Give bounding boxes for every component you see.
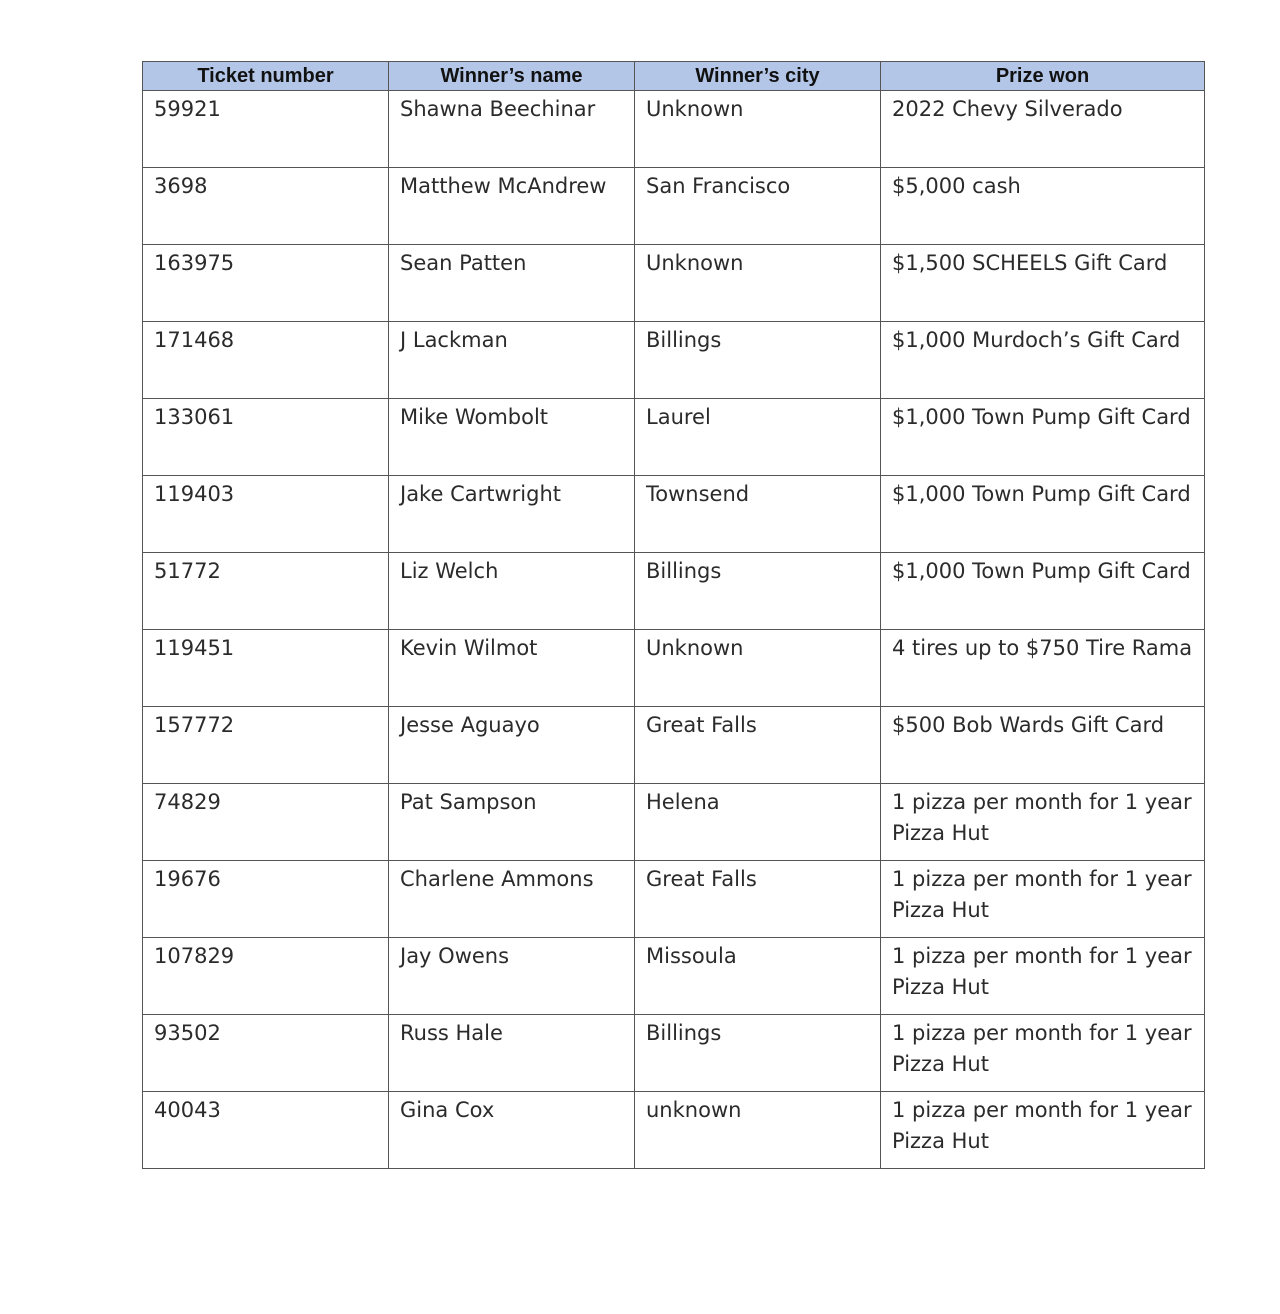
winner-city-cell	[635, 784, 881, 861]
winner-city-text: Great Falls	[646, 713, 757, 737]
prize-won-text: 1 pizza per month for 1 year Pizza Hut	[892, 1098, 1192, 1153]
winner-name-text: Liz Welch	[400, 559, 499, 583]
prize-won-text: 4 tires up to $750 Tire Rama	[892, 636, 1193, 660]
winner-city-text: unknown	[646, 1098, 742, 1122]
ticket-number-cell	[143, 476, 389, 553]
ticket-number-cell	[143, 861, 389, 938]
ticket-number-cell	[143, 938, 389, 1015]
winner-name-text: Jake Cartwright	[400, 482, 561, 506]
ticket-number-cell	[143, 1015, 389, 1092]
winner-name-text: Jay Owens	[400, 944, 510, 968]
table-header	[143, 62, 1205, 91]
winner-city-text: Unknown	[646, 251, 744, 275]
winner-city-text: Laurel	[646, 405, 711, 429]
winner-city-text: Unknown	[646, 636, 744, 660]
ticket-number-text: 40043	[154, 1098, 221, 1122]
prize-won-text: $1,000 Town Pump Gift Card	[892, 405, 1191, 429]
ticket-number-text: 157772	[154, 713, 235, 737]
prize-won-cell	[881, 861, 1205, 938]
winner-name-cell	[389, 476, 635, 553]
winner-city-text: Missoula	[646, 944, 737, 968]
table-row	[143, 630, 1205, 707]
winner-city-cell	[635, 707, 881, 784]
header-row	[143, 62, 1205, 91]
prize-won-cell	[881, 399, 1205, 476]
winner-city-cell	[635, 476, 881, 553]
ticket-number-text: 107829	[154, 944, 235, 968]
winner-city-cell	[635, 168, 881, 245]
column-header-winner-name: Winner’s name	[389, 62, 635, 91]
ticket-number-text: 171468	[154, 328, 235, 352]
winner-name-cell	[389, 1092, 635, 1169]
winner-city-text: Helena	[646, 790, 720, 814]
prize-won-cell	[881, 1092, 1205, 1169]
ticket-number-text: 19676	[154, 867, 221, 891]
table-row	[143, 168, 1205, 245]
prize-won-cell	[881, 91, 1205, 168]
winner-name-text: Gina Cox	[400, 1098, 495, 1122]
winner-name-cell	[389, 168, 635, 245]
winner-name-text: Shawna Beechinar	[400, 97, 596, 121]
winner-name-cell	[389, 322, 635, 399]
ticket-number-cell	[143, 245, 389, 322]
prize-won-cell	[881, 245, 1205, 322]
table-row	[143, 861, 1205, 938]
winner-city-cell	[635, 938, 881, 1015]
winner-name-cell	[389, 91, 635, 168]
prize-won-text: 1 pizza per month for 1 year Pizza Hut	[892, 1021, 1192, 1076]
ticket-number-text: 119403	[154, 482, 235, 506]
prize-won-cell	[881, 476, 1205, 553]
prize-won-text: $5,000 cash	[892, 174, 1021, 198]
ticket-number-cell	[143, 553, 389, 630]
table-row	[143, 553, 1205, 630]
table-row	[143, 784, 1205, 861]
ticket-number-text: 163975	[154, 251, 235, 275]
prize-won-cell	[881, 630, 1205, 707]
prize-won-text: $1,000 Town Pump Gift Card	[892, 559, 1191, 583]
winner-city-cell	[635, 399, 881, 476]
prize-won-text: 1 pizza per month for 1 year Pizza Hut	[892, 944, 1192, 999]
winner-city-text: San Francisco	[646, 174, 791, 198]
winner-city-cell	[635, 861, 881, 938]
winner-name-cell	[389, 630, 635, 707]
prize-won-cell	[881, 553, 1205, 630]
winner-name-cell	[389, 399, 635, 476]
winner-city-cell	[635, 553, 881, 630]
winner-name-text: Mike Wombolt	[400, 405, 549, 429]
winner-name-text: Pat Sampson	[400, 790, 537, 814]
ticket-number-text: 51772	[154, 559, 221, 583]
winner-city-text: Townsend	[646, 482, 750, 506]
winner-city-cell	[635, 1092, 881, 1169]
ticket-number-text: 59921	[154, 97, 221, 121]
ticket-number-text: 119451	[154, 636, 235, 660]
winner-name-cell	[389, 553, 635, 630]
winner-name-text: Charlene Ammons	[400, 867, 594, 891]
column-header-prize-won: Prize won	[881, 62, 1205, 91]
winner-name-cell	[389, 707, 635, 784]
ticket-number-cell	[143, 399, 389, 476]
prize-won-cell	[881, 707, 1205, 784]
table-row	[143, 707, 1205, 784]
ticket-number-text: 3698	[154, 174, 208, 198]
winner-city-text: Great Falls	[646, 867, 757, 891]
column-header-ticket-number: Ticket number	[143, 62, 389, 91]
ticket-number-text: 133061	[154, 405, 235, 429]
prize-won-cell	[881, 1015, 1205, 1092]
winner-city-text: Billings	[646, 328, 722, 352]
winner-city-text: Unknown	[646, 97, 744, 121]
ticket-number-cell	[143, 91, 389, 168]
winner-city-cell	[635, 1015, 881, 1092]
ticket-number-cell	[143, 1092, 389, 1169]
winner-name-cell	[389, 245, 635, 322]
prize-won-cell	[881, 938, 1205, 1015]
prize-won-cell	[881, 322, 1205, 399]
winner-name-cell	[389, 861, 635, 938]
winner-city-cell	[635, 322, 881, 399]
table-row	[143, 322, 1205, 399]
table-row	[143, 476, 1205, 553]
winner-name-cell	[389, 938, 635, 1015]
column-header-winner-city: Winner’s city	[635, 62, 881, 91]
table-row	[143, 1092, 1205, 1169]
winner-name-text: Sean Patten	[400, 251, 527, 275]
winner-name-text: J Lackman	[400, 328, 508, 352]
ticket-number-text: 74829	[154, 790, 221, 814]
winner-city-text: Billings	[646, 1021, 722, 1045]
ticket-number-cell	[143, 168, 389, 245]
table-row	[143, 1015, 1205, 1092]
prize-won-text: $1,500 SCHEELS Gift Card	[892, 251, 1168, 275]
ticket-number-cell	[143, 322, 389, 399]
table-row	[143, 938, 1205, 1015]
prize-won-cell	[881, 168, 1205, 245]
table-row	[143, 399, 1205, 476]
prize-won-text: 2022 Chevy Silverado	[892, 97, 1123, 121]
ticket-number-cell	[143, 630, 389, 707]
prize-won-text: 1 pizza per month for 1 year Pizza Hut	[892, 790, 1192, 845]
winner-name-text: Matthew McAndrew	[400, 174, 607, 198]
prize-won-text: $500 Bob Wards Gift Card	[892, 713, 1165, 737]
table-body	[143, 91, 1205, 1169]
winner-name-cell	[389, 784, 635, 861]
winner-name-text: Jesse Aguayo	[400, 713, 540, 737]
prize-won-text: $1,000 Murdoch’s Gift Card	[892, 328, 1181, 352]
ticket-number-cell	[143, 707, 389, 784]
winner-city-cell	[635, 245, 881, 322]
winner-name-text: Kevin Wilmot	[400, 636, 538, 660]
prize-won-text: $1,000 Town Pump Gift Card	[892, 482, 1191, 506]
prize-won-text: 1 pizza per month for 1 year Pizza Hut	[892, 867, 1192, 922]
prize-won-cell	[881, 784, 1205, 861]
ticket-number-cell	[143, 784, 389, 861]
winners-table	[142, 61, 1205, 1169]
winner-name-text: Russ Hale	[400, 1021, 503, 1045]
table-row	[143, 245, 1205, 322]
table-row	[143, 91, 1205, 168]
ticket-number-text: 93502	[154, 1021, 221, 1045]
winner-name-cell	[389, 1015, 635, 1092]
winner-city-text: Billings	[646, 559, 722, 583]
winner-city-cell	[635, 630, 881, 707]
winner-city-cell	[635, 91, 881, 168]
